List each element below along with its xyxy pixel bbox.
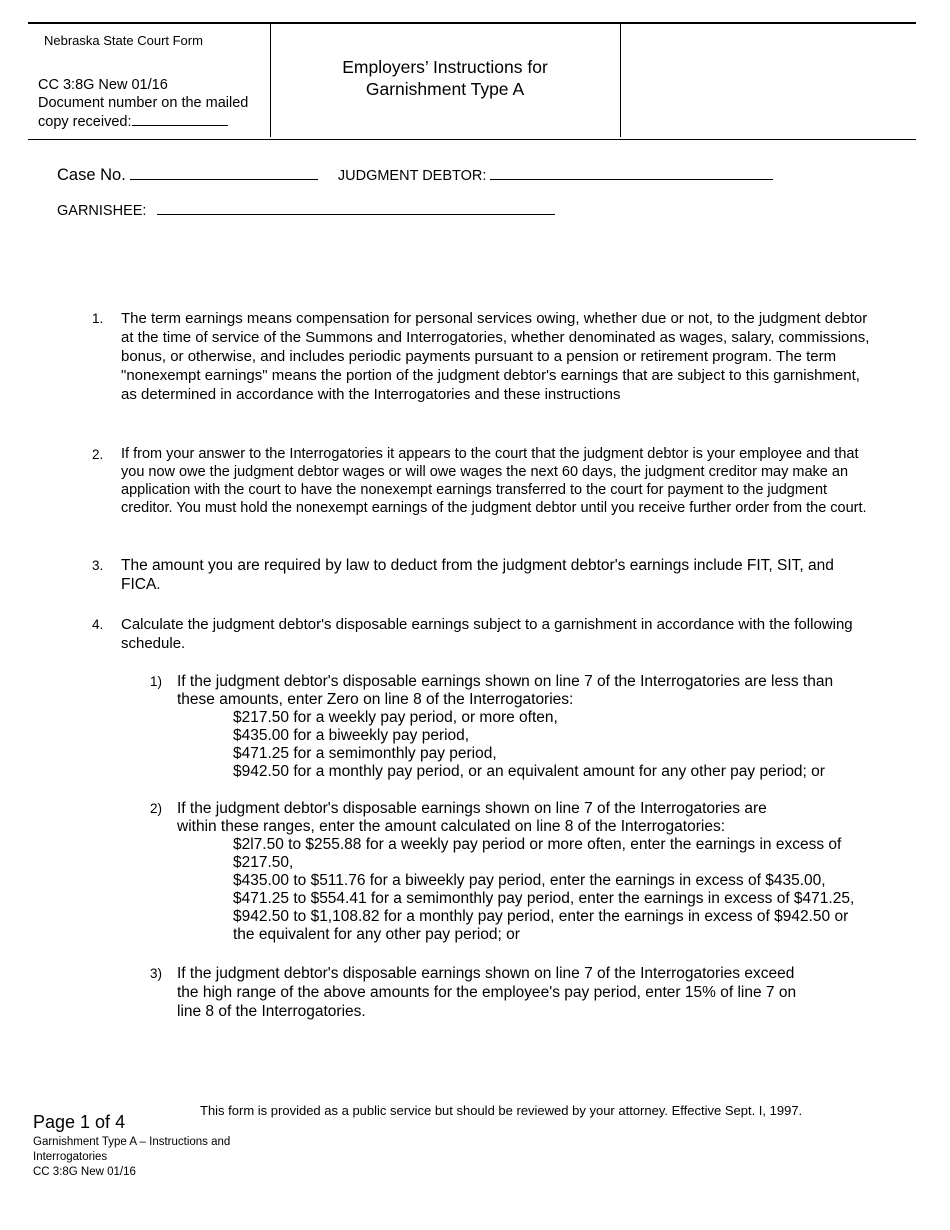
copy-received-field[interactable]	[132, 124, 228, 126]
case-no-field[interactable]	[130, 178, 318, 180]
item-number: 3.	[92, 558, 104, 573]
footer-form-id: CC 3:8G New 01/16	[33, 1166, 136, 1178]
instruction-item	[92, 445, 874, 517]
instruction-item	[92, 615, 872, 653]
item-text: The amount you are required by law to deduct from the judgment debtor's earnings include FIT, SIT, and FICA.	[121, 557, 834, 593]
schedule-number: 1)	[150, 674, 163, 689]
schedule-line: line 8 of the Interrogatories.	[177, 1003, 366, 1020]
schedule-line: within these ranges, enter the amount calculated on line 8 of the Interrogatories:	[177, 818, 726, 835]
schedule-amount: $217.50 for a weekly pay period, or more often,	[233, 709, 558, 726]
schedule-number: 2)	[150, 801, 163, 816]
garnishee-row	[57, 203, 555, 219]
header-form-info	[38, 32, 248, 131]
schedule-amount: $942.50 to $1,108.82 for a monthly pay period, enter the earnings in excess of $942.50 or	[233, 908, 849, 925]
schedule-amount: $217.50,	[233, 854, 294, 871]
judgment-debtor-field[interactable]	[490, 178, 773, 180]
schedule-amount: $471.25 for a semimonthly pay period,	[233, 745, 497, 762]
title-line-1: Employers’ Instructions for	[342, 57, 548, 77]
garnishee-field[interactable]	[157, 213, 555, 215]
schedule-item	[150, 800, 890, 944]
header-divider	[270, 24, 271, 137]
schedule-amount: $471.25 to $554.41 for a semimonthly pay period, enter the earnings in excess of $471.25,	[233, 890, 855, 907]
schedule-item	[150, 964, 890, 1021]
schedule-item	[150, 673, 890, 781]
item-number: 2.	[92, 447, 104, 462]
item-number: 1.	[92, 311, 104, 326]
schedule-line: If the judgment debtor's disposable earnings shown on line 7 of the Interrogatories are less than	[177, 673, 834, 690]
copy-received-label: copy received:	[38, 113, 132, 130]
doc-number-label: Document number on the mailed	[38, 95, 249, 111]
schedule-amount: $435.00 for a biweekly pay period,	[233, 727, 470, 744]
schedule-amount: $435.00 to $511.76 for a biweekly pay period, enter the earnings in excess of $435.00,	[233, 872, 826, 889]
title-line-2: Garnishment Type A	[365, 79, 525, 99]
header-divider	[620, 24, 621, 137]
item-text: Calculate the judgment debtor's disposable earnings subject to a garnishment in accordance with the following schedule.	[121, 616, 853, 652]
copy-received-row	[38, 113, 248, 132]
item-text: If from your answer to the Interrogatories it appears to the court that the judgment debtor is your employee and that you now owe the judgment debtor wages or will owe wages the next 60 days, the judgment creditor may make an application with the court to have the nonexempt earnings transferred to the court for payment to the judgment creditor. You must hold the nonexempt earnings of the judgment debtor until you receive further order from the court.	[121, 446, 867, 516]
footer-doc-title: Garnishment Type A – Instructions and Interrogatories	[33, 1136, 231, 1163]
garnishee-label: GARNISHEE:	[57, 203, 147, 219]
schedule-line: If the judgment debtor's disposable earnings shown on line 7 of the Interrogatories exceed	[177, 965, 795, 982]
schedule-number: 3)	[150, 966, 163, 981]
schedule-line: the high range of the above amounts for the employee's pay period, enter 15% of line 7 on	[177, 984, 797, 1001]
item-text: The term earnings means compensation for personal services owing, whether due or not, to the judgment debtor at the time of service of the Summons and Interrogatories, whether denominated as wages, salary, commissions, bonus, or otherwise, and includes periodic payments pursuant to a pension or retirement program. The term "nonexempt earnings" means the portion of the judgment debtor's earnings that are subject to this garnishment, as determined in accordance with the Interrogatories and these instructions	[121, 310, 870, 403]
item-number: 4.	[92, 617, 104, 632]
case-no-label: Case No.	[57, 166, 126, 184]
page-title	[272, 56, 618, 100]
disclaimer-note: This form is provided as a public service but should be reviewed by your attorney. Effective Sept. I, 1997.	[200, 1103, 803, 1118]
schedule-amount: $942.50 for a monthly pay period, or an equivalent amount for any other pay period; or	[233, 763, 825, 780]
form-id: CC 3:8G New 01/16	[38, 76, 168, 93]
case-row	[57, 166, 773, 185]
judgment-debtor-label: JUDGMENT DEBTOR:	[337, 168, 487, 184]
page-number: Page 1 of 4	[33, 1112, 126, 1132]
schedule-amount: $2l7.50 to $255.88 for a weekly pay period or more often, enter the earnings in excess of	[233, 836, 842, 853]
instruction-item	[92, 556, 872, 594]
form-header	[28, 22, 916, 140]
schedule-line: these amounts, enter Zero on line 8 of the Interrogatories:	[177, 691, 574, 708]
schedule-amount: the equivalent for any other pay period; or	[233, 926, 520, 943]
court-name: Nebraska State Court Form	[44, 33, 203, 48]
schedule-line: If the judgment debtor's disposable earnings shown on line 7 of the Interrogatories are	[177, 800, 767, 817]
instruction-item	[92, 309, 872, 404]
footer-info	[33, 1135, 273, 1180]
